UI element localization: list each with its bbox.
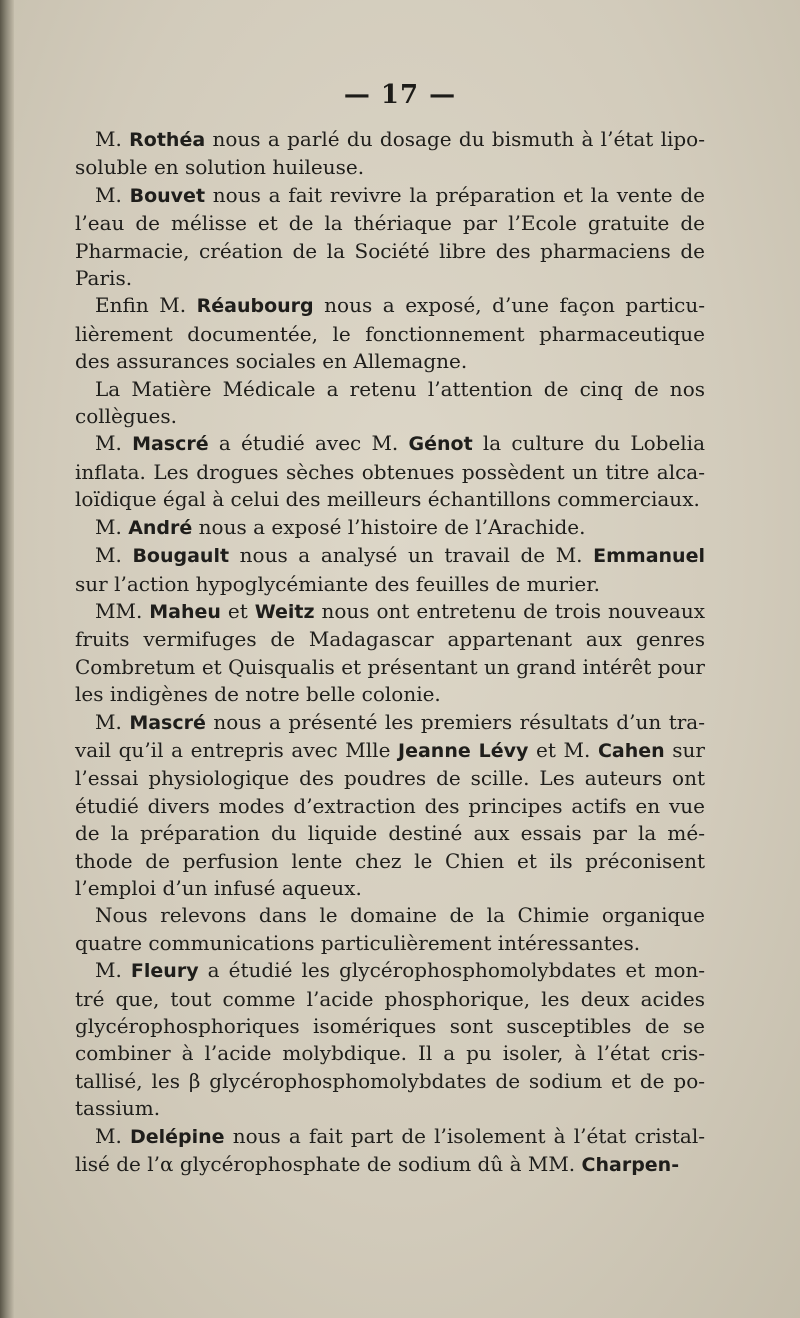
text-run: M.	[95, 182, 130, 207]
paragraph	[75, 709, 705, 903]
paragraph	[75, 126, 705, 182]
text-run: et M.	[528, 737, 598, 762]
person-name: Emmanuel	[593, 545, 705, 568]
person-name: Réaubourg	[196, 295, 314, 318]
paragraph	[75, 376, 705, 431]
person-name: Bougault	[132, 545, 230, 568]
text-run: la culture du Lobelia inflata. Les drogues sèches obtenues possèdent un titre alca-loïdique égal à celui des meilleurs échantillons commerciaux.	[75, 431, 706, 512]
text-run: M.	[95, 514, 129, 539]
person-name: Mascré	[132, 433, 209, 456]
text-run: M.	[95, 958, 131, 983]
person-name: Mascré	[129, 711, 206, 734]
person-name: Jeanne Lévy	[398, 739, 529, 762]
text-run: a étudié les glycérophosphomolybdates et mon-tré que, tout comme l’acide phosphorique, les deux acides glycérophosphoriques isomériques sont susceptibles de se combiner à l’acide molybdique. Il a pu isoler, à l’état cris-tallisé, les β glycérophosphomolybdates de sodium et de po-tassium.	[75, 958, 705, 1121]
text-run: nous ont entretenu de trois nouveaux fruits vermifuges de Madagascar appartenant aux genres Combretum et Quisqualis et présentant un grand intérêt pour les indigènes de notre belle colonie.	[75, 598, 706, 707]
book-binding-edge	[0, 0, 14, 1318]
text-run: MM.	[95, 598, 150, 623]
person-name: Weitz	[254, 600, 315, 623]
text-run: nous a fait revivre la préparation et la vente de l’eau de mélisse et de la thériaque par l’Ecole gratuite de Pharmacie, création de la Société libre des pharmaciens de Paris.	[75, 182, 705, 291]
person-name: Bouvet	[129, 184, 206, 207]
paragraph	[75, 1123, 705, 1180]
person-name: Génot	[408, 433, 473, 456]
paragraph	[75, 182, 705, 293]
person-name: Fleury	[130, 960, 199, 983]
text-run: Nous relevons dans le domaine de la Chimie organique quatre communications particulièrement intéressantes.	[75, 903, 705, 955]
text-run: a étudié avec M.	[208, 431, 409, 456]
text-run: La Matière Médicale a retenu l’attention de cinq de nos collègues.	[75, 376, 705, 429]
text-run: M.	[95, 709, 130, 734]
person-name: Cahen	[597, 739, 665, 762]
text-run: M.	[95, 543, 133, 568]
text-run: nous a fait part de l’isolement à l’état cristal-lisé de l’α glycérophosphate de sodium dû à MM.	[75, 1123, 705, 1177]
text-run: et	[220, 598, 255, 623]
text-run: sur l’action hypoglycémiante des feuilles de murier.	[75, 571, 600, 596]
paragraph	[75, 292, 705, 375]
text-run: M.	[95, 1123, 130, 1148]
person-name: André	[128, 516, 193, 539]
text-run: M.	[95, 127, 130, 151]
person-name: Rothéa	[129, 129, 206, 151]
text-run: sur l’essai physiologique des poudres de scille. Les auteurs ont étudié divers modes d’extraction des principes actifs en vue de la préparation du liquide destiné aux essais par la mé-thode de perfusion lente chez le Chien et ils préconisent l’emploi d’un infusé aqueux.	[75, 737, 705, 900]
person-name: Charpen-	[581, 1154, 680, 1177]
paragraph	[75, 902, 705, 957]
text-run: nous a parlé du dosage du bismuth à l’état lipo-soluble en solution huileuse.	[75, 127, 705, 180]
body-text	[75, 126, 705, 1179]
paragraph	[75, 957, 705, 1122]
page-number: — 17 —	[343, 80, 457, 110]
paragraph	[75, 430, 705, 513]
text-run: nous a exposé, d’une façon particu-lièrement documentée, le fonctionnement pharmaceutique des assurances sociales en Allemagne.	[75, 293, 705, 374]
text-run: nous a exposé l’histoire de l’Arachide.	[192, 514, 586, 539]
text-run: M.	[95, 431, 133, 456]
person-name: Maheu	[149, 600, 221, 623]
person-name: Delépine	[129, 1125, 225, 1148]
paragraph	[75, 598, 705, 709]
text-run: Enfin M.	[95, 293, 197, 318]
paragraph	[75, 514, 705, 542]
text-run: nous a présenté les premiers résultats d’un tra-vail qu’il a entrepris avec Mlle	[75, 709, 705, 762]
paragraph	[75, 542, 705, 598]
text-run: nous a analysé un travail de M.	[229, 543, 594, 568]
